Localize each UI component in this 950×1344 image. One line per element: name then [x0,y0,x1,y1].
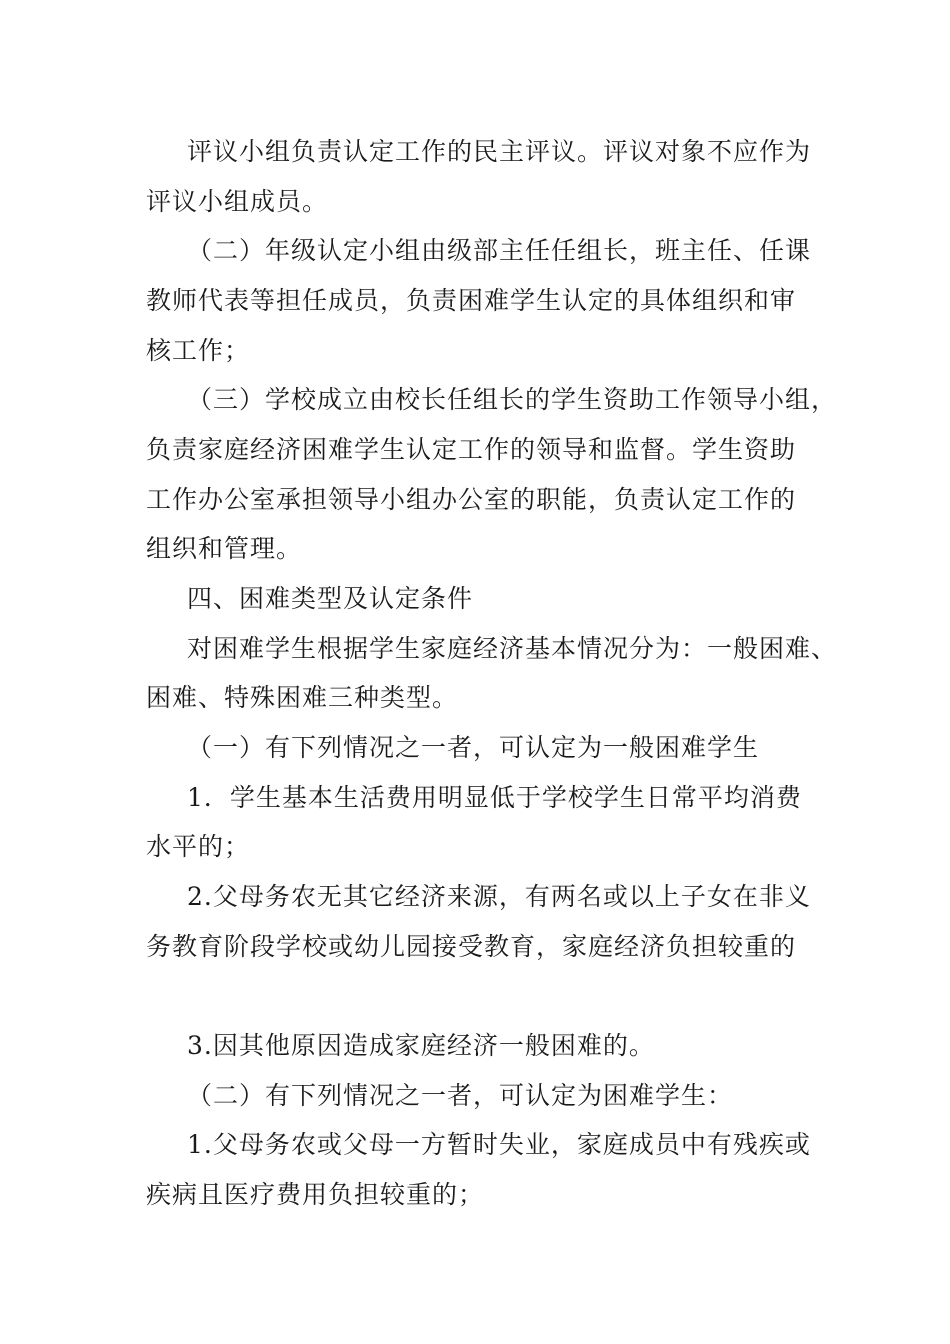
paragraph-line: 对困难学生根据学生家庭经济基本情况分为：一般困难、 [187,634,838,663]
paragraph-line: 务教育阶段学校或幼儿园接受教育，家庭经济负担较重的 [146,932,797,961]
paragraph-line: （一）有下列情况之一者，可认定为一般困难学生 [187,733,760,762]
paragraph-line: 2.父母务农无其它经济来源，有两名或以上子女在非义 [187,882,811,911]
paragraph-line: 疾病且医疗费用负担较重的； [146,1180,485,1209]
paragraph-line: 教师代表等担任成员，负责困难学生认定的具体组织和审 [146,286,797,315]
paragraph-line: 1．学生基本生活费用明显低于学校学生日常平均消费 [187,783,802,812]
paragraph-line: （二）年级认定小组由级部主任任组长，班主任、任课 [187,236,812,265]
paragraph-line: 核工作； [146,336,251,365]
paragraph-line: 负责家庭经济困难学生认定工作的领导和监督。学生资助 [146,435,797,464]
paragraph-line: 3.因其他原因造成家庭经济一般困难的。 [187,1031,655,1060]
paragraph-line: 工作办公室承担领导小组办公室的职能，负责认定工作的 [146,485,797,514]
paragraph-line: 组织和管理。 [146,534,303,563]
paragraph-line: （三）学校成立由校长任组长的学生资助工作领导小组， [187,385,838,414]
paragraph-line: 困难、特殊困难三种类型。 [146,683,459,712]
paragraph-line: 评议小组成员。 [146,187,329,216]
section-heading: 四、困难类型及认定条件 [187,584,474,613]
paragraph-line: 评议小组负责认定工作的民主评议。评议对象不应作为 [187,137,812,166]
paragraph-line: 水平的； [146,832,251,861]
paragraph-line: （二）有下列情况之一者，可认定为困难学生： [187,1081,734,1110]
paragraph-line: 1.父母务农或父母一方暂时失业，家庭成员中有残疾或 [187,1130,811,1159]
